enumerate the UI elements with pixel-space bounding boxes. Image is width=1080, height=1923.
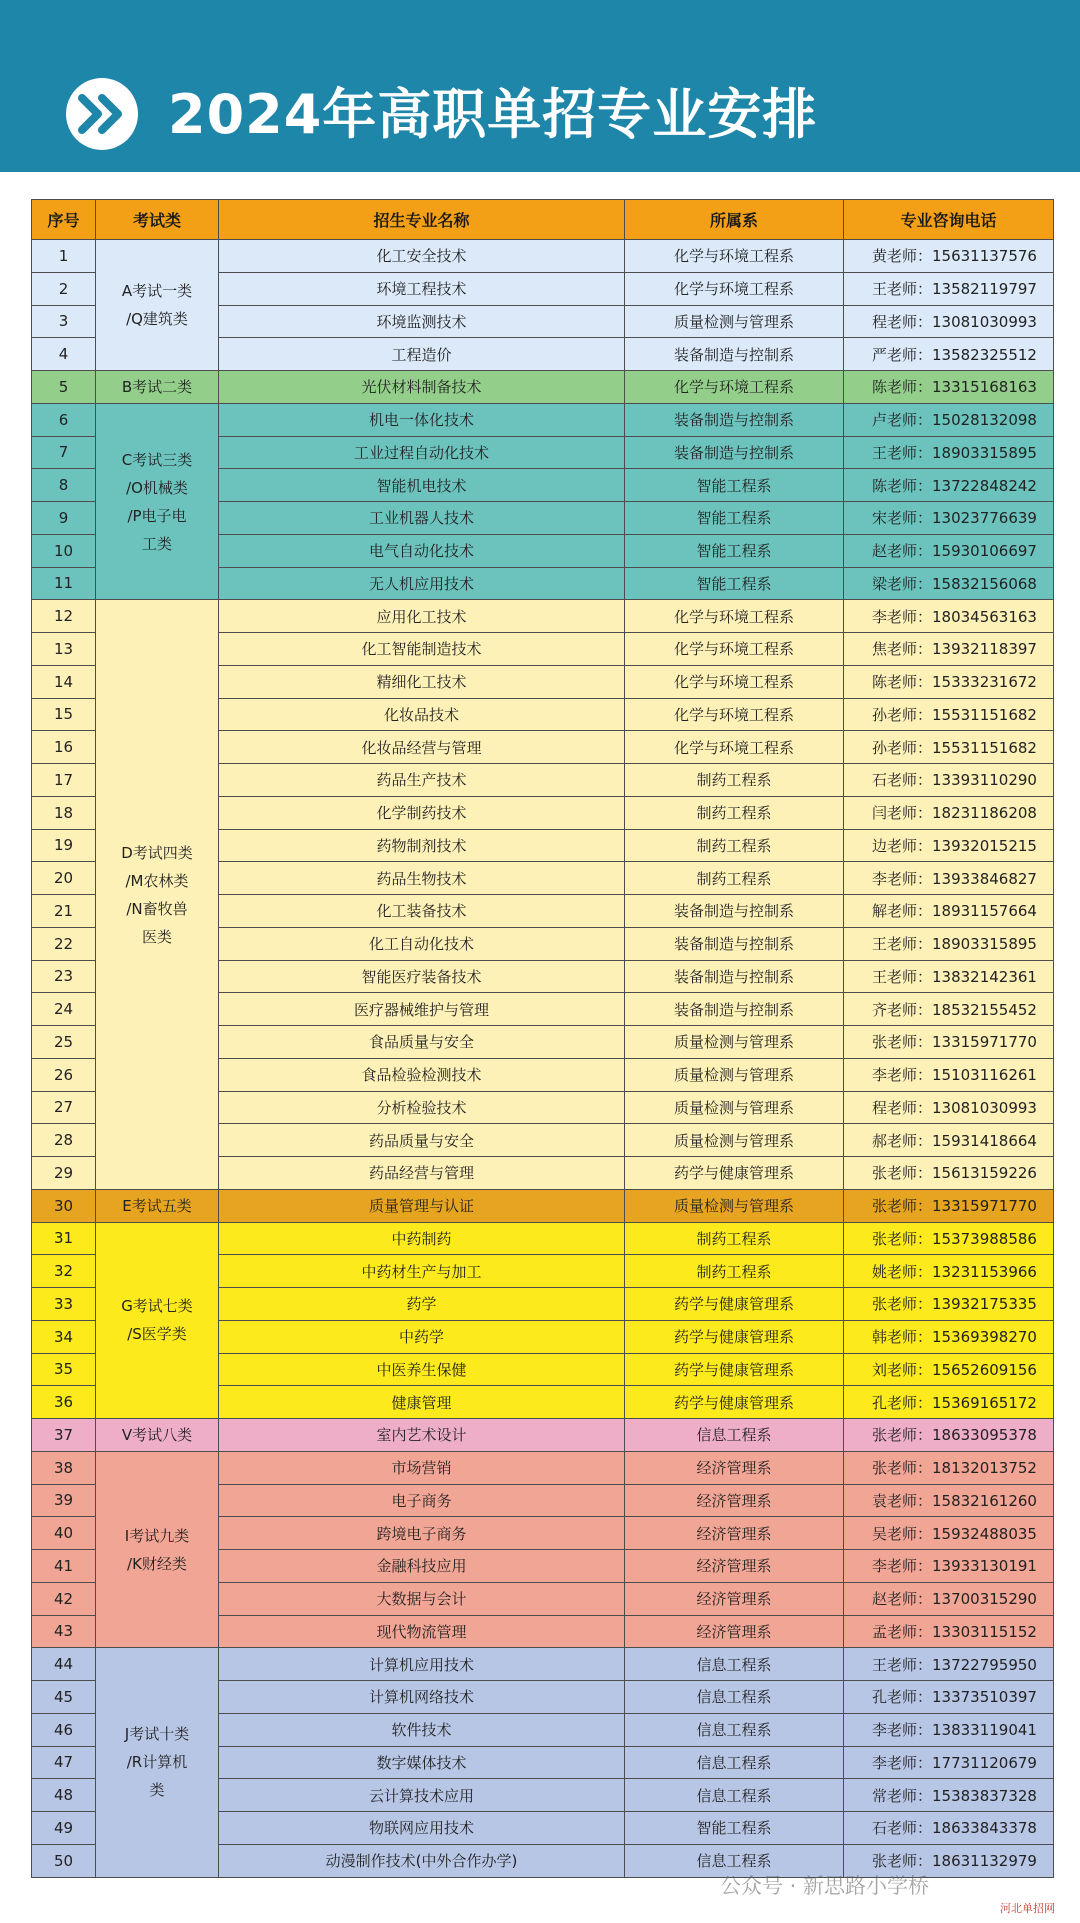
row-number: 15 [32,698,96,731]
department: 化学与环境工程系 [625,698,844,731]
contact-phone: 王老师：18903315895 [844,436,1054,469]
department: 化学与环境工程系 [625,371,844,404]
major-name: 室内艺术设计 [219,1419,625,1452]
contact-phone: 王老师：13722795950 [844,1648,1054,1681]
row-number: 47 [32,1746,96,1779]
department: 经济管理系 [625,1550,844,1583]
row-number: 32 [32,1255,96,1288]
department: 信息工程系 [625,1779,844,1812]
contact-phone: 石老师：13393110290 [844,764,1054,797]
contact-phone: 孔老师：13373510397 [844,1681,1054,1714]
major-name: 光伏材料制备技术 [219,371,625,404]
header-phone: 专业咨询电话 [844,200,1054,240]
exam-category: J考试十类 /R计算机 类 [96,1648,219,1877]
contact-phone: 张老师：13932175335 [844,1288,1054,1321]
contact-phone: 王老师：13832142361 [844,960,1054,993]
department: 化学与环境工程系 [625,731,844,764]
department: 经济管理系 [625,1582,844,1615]
row-number: 50 [32,1844,96,1877]
department: 化学与环境工程系 [625,600,844,633]
department: 质量检测与管理系 [625,1091,844,1124]
major-name: 无人机应用技术 [219,567,625,600]
table-row [32,403,1054,436]
department: 信息工程系 [625,1713,844,1746]
table-header-row [32,200,1054,240]
department: 药学与健康管理系 [625,1157,844,1190]
row-number: 10 [32,534,96,567]
row-number: 23 [32,960,96,993]
row-number: 9 [32,502,96,535]
major-name: 市场营销 [219,1451,625,1484]
table-row [32,240,1054,273]
contact-phone: 陈老师：15333231672 [844,665,1054,698]
row-number: 2 [32,272,96,305]
exam-category: E考试五类 [96,1189,219,1222]
contact-phone: 宋老师：13023776639 [844,502,1054,535]
major-name: 分析检验技术 [219,1091,625,1124]
contact-phone: 张老师：18631132979 [844,1844,1054,1877]
major-name: 跨境电子商务 [219,1517,625,1550]
exam-category: B考试二类 [96,371,219,404]
row-number: 24 [32,993,96,1026]
department: 装备制造与控制系 [625,403,844,436]
department: 信息工程系 [625,1681,844,1714]
department: 智能工程系 [625,534,844,567]
watermark: 公众号 · 新思路小学桥 [720,1874,930,1898]
contact-phone: 孟老师：13303115152 [844,1615,1054,1648]
department: 智能工程系 [625,502,844,535]
row-number: 46 [32,1713,96,1746]
contact-phone: 闫老师：18231186208 [844,796,1054,829]
header-category: 考试类 [96,200,219,240]
header-no: 序号 [32,200,96,240]
major-name: 应用化工技术 [219,600,625,633]
contact-phone: 袁老师：15832161260 [844,1484,1054,1517]
contact-phone: 张老师：13315971770 [844,1026,1054,1059]
department: 信息工程系 [625,1844,844,1877]
contact-phone: 王老师：13582119797 [844,272,1054,305]
table-body [32,240,1054,1878]
major-name: 现代物流管理 [219,1615,625,1648]
table-row [32,371,1054,404]
row-number: 7 [32,436,96,469]
double-chevron-icon [66,78,138,150]
major-name: 化妆品技术 [219,698,625,731]
row-number: 1 [32,240,96,273]
department: 化学与环境工程系 [625,633,844,666]
major-name: 化工安全技术 [219,240,625,273]
contact-phone: 张老师：15613159226 [844,1157,1054,1190]
contact-phone: 严老师：13582325512 [844,338,1054,371]
department: 化学与环境工程系 [625,272,844,305]
major-name: 食品质量与安全 [219,1026,625,1059]
department: 药学与健康管理系 [625,1353,844,1386]
contact-phone: 常老师：15383837328 [844,1779,1054,1812]
major-name: 数字媒体技术 [219,1746,625,1779]
major-name: 工业过程自动化技术 [219,436,625,469]
row-number: 5 [32,371,96,404]
department: 智能工程系 [625,1812,844,1845]
major-name: 中药学 [219,1320,625,1353]
major-name: 智能机电技术 [219,469,625,502]
row-number: 4 [32,338,96,371]
contact-phone: 李老师：17731120679 [844,1746,1054,1779]
contact-phone: 卢老师：15028132098 [844,403,1054,436]
major-name: 药品生产技术 [219,764,625,797]
row-number: 28 [32,1124,96,1157]
major-name: 食品检验检测技术 [219,1058,625,1091]
contact-phone: 焦老师：13932118397 [844,633,1054,666]
department: 药学与健康管理系 [625,1386,844,1419]
title-banner [0,0,1080,172]
contact-phone: 陈老师：13315168163 [844,371,1054,404]
contact-phone: 孙老师：15531151682 [844,698,1054,731]
row-number: 26 [32,1058,96,1091]
row-number: 29 [32,1157,96,1190]
contact-phone: 黄老师：15631137576 [844,240,1054,273]
major-name: 药品经营与管理 [219,1157,625,1190]
department: 装备制造与控制系 [625,960,844,993]
row-number: 43 [32,1615,96,1648]
major-name: 工业机器人技术 [219,502,625,535]
department: 经济管理系 [625,1517,844,1550]
row-number: 25 [32,1026,96,1059]
contact-phone: 张老师：18633095378 [844,1419,1054,1452]
department: 药学与健康管理系 [625,1288,844,1321]
row-number: 31 [32,1222,96,1255]
table-row [32,600,1054,633]
header-major: 招生专业名称 [219,200,625,240]
department: 装备制造与控制系 [625,436,844,469]
major-name: 动漫制作技术(中外合作办学) [219,1844,625,1877]
department: 质量检测与管理系 [625,305,844,338]
department: 化学与环境工程系 [625,665,844,698]
contact-phone: 孔老师：15369165172 [844,1386,1054,1419]
row-number: 22 [32,927,96,960]
exam-category: C考试三类 /O机械类 /P电子电 工类 [96,403,219,600]
exam-category: V考试八类 [96,1419,219,1452]
department: 制药工程系 [625,862,844,895]
department: 装备制造与控制系 [625,895,844,928]
row-number: 35 [32,1353,96,1386]
contact-phone: 张老师：13315971770 [844,1189,1054,1222]
department: 经济管理系 [625,1615,844,1648]
row-number: 19 [32,829,96,862]
contact-phone: 解老师：18931157664 [844,895,1054,928]
major-name: 工程造价 [219,338,625,371]
department: 智能工程系 [625,567,844,600]
contact-phone: 王老师：18903315895 [844,927,1054,960]
department: 智能工程系 [625,469,844,502]
department: 制药工程系 [625,1222,844,1255]
exam-category: D考试四类 /M农林类 /N畜牧兽 医类 [96,600,219,1190]
table-row [32,1419,1054,1452]
row-number: 49 [32,1812,96,1845]
exam-category: I考试九类 /K财经类 [96,1451,219,1648]
contact-phone: 刘老师：15652609156 [844,1353,1054,1386]
major-name: 机电一体化技术 [219,403,625,436]
department: 化学与环境工程系 [625,240,844,273]
exam-category: G考试七类 /S医学类 [96,1222,219,1419]
major-name: 质量管理与认证 [219,1189,625,1222]
row-number: 3 [32,305,96,338]
department: 制药工程系 [625,1255,844,1288]
row-number: 27 [32,1091,96,1124]
contact-phone: 梁老师：15832156068 [844,567,1054,600]
row-number: 40 [32,1517,96,1550]
contact-phone: 程老师：13081030993 [844,305,1054,338]
row-number: 42 [32,1582,96,1615]
contact-phone: 边老师：13932015215 [844,829,1054,862]
row-number: 18 [32,796,96,829]
major-name: 药品生物技术 [219,862,625,895]
contact-phone: 赵老师：15930106697 [844,534,1054,567]
contact-phone: 李老师：13933130191 [844,1550,1054,1583]
major-name: 化工自动化技术 [219,927,625,960]
major-name: 中药制药 [219,1222,625,1255]
major-name: 环境监测技术 [219,305,625,338]
major-name: 中医养生保健 [219,1353,625,1386]
department: 质量检测与管理系 [625,1058,844,1091]
table-row [32,1189,1054,1222]
major-name: 化妆品经营与管理 [219,731,625,764]
contact-phone: 赵老师：13700315290 [844,1582,1054,1615]
major-name: 药品质量与安全 [219,1124,625,1157]
table-row [32,1222,1054,1255]
major-name: 智能医疗装备技术 [219,960,625,993]
row-number: 48 [32,1779,96,1812]
department: 信息工程系 [625,1419,844,1452]
department: 制药工程系 [625,829,844,862]
major-name: 健康管理 [219,1386,625,1419]
department: 装备制造与控制系 [625,338,844,371]
contact-phone: 李老师：13933846827 [844,862,1054,895]
row-number: 12 [32,600,96,633]
department: 药学与健康管理系 [625,1320,844,1353]
exam-category: A考试一类 /Q建筑类 [96,240,219,371]
row-number: 13 [32,633,96,666]
department: 装备制造与控制系 [625,927,844,960]
contact-phone: 郝老师：15931418664 [844,1124,1054,1157]
major-name: 精细化工技术 [219,665,625,698]
table-row [32,1648,1054,1681]
row-number: 45 [32,1681,96,1714]
contact-phone: 吴老师：15932488035 [844,1517,1054,1550]
majors-table [31,199,1054,1878]
row-number: 30 [32,1189,96,1222]
department: 装备制造与控制系 [625,993,844,1026]
row-number: 36 [32,1386,96,1419]
table-row [32,1451,1054,1484]
department: 质量检测与管理系 [625,1026,844,1059]
major-name: 化工智能制造技术 [219,633,625,666]
department: 质量检测与管理系 [625,1124,844,1157]
major-name: 医疗器械维护与管理 [219,993,625,1026]
row-number: 37 [32,1419,96,1452]
contact-phone: 韩老师：15369398270 [844,1320,1054,1353]
major-name: 大数据与会计 [219,1582,625,1615]
row-number: 38 [32,1451,96,1484]
major-name: 化工装备技术 [219,895,625,928]
department: 信息工程系 [625,1746,844,1779]
major-name: 物联网应用技术 [219,1812,625,1845]
contact-phone: 孙老师：15531151682 [844,731,1054,764]
row-number: 16 [32,731,96,764]
major-name: 电气自动化技术 [219,534,625,567]
department: 制药工程系 [625,796,844,829]
major-name: 化学制药技术 [219,796,625,829]
major-name: 药物制剂技术 [219,829,625,862]
major-name: 计算机应用技术 [219,1648,625,1681]
row-number: 8 [32,469,96,502]
corner-mark: 河北单招网 [1000,1902,1055,1915]
row-number: 33 [32,1288,96,1321]
department: 信息工程系 [625,1648,844,1681]
major-name: 中药材生产与加工 [219,1255,625,1288]
row-number: 6 [32,403,96,436]
contact-phone: 姚老师：13231153966 [844,1255,1054,1288]
row-number: 34 [32,1320,96,1353]
row-number: 39 [32,1484,96,1517]
contact-phone: 李老师：18034563163 [844,600,1054,633]
page-title: 2024年高职单招专业安排 [168,83,818,146]
contact-phone: 李老师：15103116261 [844,1058,1054,1091]
department: 经济管理系 [625,1484,844,1517]
row-number: 20 [32,862,96,895]
major-name: 软件技术 [219,1713,625,1746]
contact-phone: 张老师：18132013752 [844,1451,1054,1484]
major-name: 电子商务 [219,1484,625,1517]
contact-phone: 程老师：13081030993 [844,1091,1054,1124]
contact-phone: 石老师：18633843378 [844,1812,1054,1845]
major-name: 环境工程技术 [219,272,625,305]
header-dept: 所属系 [625,200,844,240]
department: 经济管理系 [625,1451,844,1484]
row-number: 21 [32,895,96,928]
row-number: 14 [32,665,96,698]
contact-phone: 张老师：15373988586 [844,1222,1054,1255]
contact-phone: 李老师：13833119041 [844,1713,1054,1746]
row-number: 44 [32,1648,96,1681]
major-name: 云计算技术应用 [219,1779,625,1812]
contact-phone: 齐老师：18532155452 [844,993,1054,1026]
row-number: 11 [32,567,96,600]
major-name: 计算机网络技术 [219,1681,625,1714]
major-name: 金融科技应用 [219,1550,625,1583]
department: 制药工程系 [625,764,844,797]
contact-phone: 陈老师：13722848242 [844,469,1054,502]
department: 质量检测与管理系 [625,1189,844,1222]
row-number: 17 [32,764,96,797]
row-number: 41 [32,1550,96,1583]
major-name: 药学 [219,1288,625,1321]
